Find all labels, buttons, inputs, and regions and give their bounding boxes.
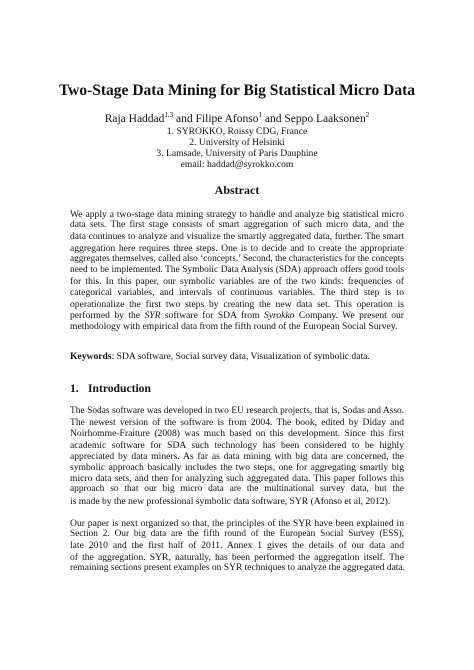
intro-line: Noirhomme-Fraiture (2008) was much based on this development. Since this first (70, 428, 404, 440)
intro-paragraph (70, 406, 404, 507)
author-separator: and (261, 113, 285, 125)
abstract-heading: Abstract (214, 183, 260, 197)
author-separator: and (173, 113, 196, 125)
author-name: Raja Haddad (104, 113, 165, 125)
abstract-paragraph (70, 209, 404, 332)
author-name: Filipe Afonso (195, 113, 259, 125)
author-name: Seppo Laaksonen (284, 113, 366, 125)
abstract-line: We apply a two-stage data mining strategy to handle and analyze big statistical micro (70, 209, 404, 220)
section-heading (70, 382, 404, 395)
abstract-line: methodology with empirical data from the fifth round of the European Social Survey. (70, 320, 398, 332)
paper-title: Two-Stage Data Mining for Big Statistical Micro Data (58, 82, 416, 99)
abstract-line: data continues to analyze and visualize the smartly aggregated data, further. The smart (70, 231, 404, 243)
author-affiliation-marker: 1,3 (164, 111, 174, 119)
intro-line: of the aggregation. SYR, naturally, has been performed the aggregation itself. The (70, 551, 404, 563)
intro-line: micro data sets, and then for analyzing such aggregated data. This paper follows this (70, 473, 404, 485)
abstract-line: need to be implemented. The Symbolic Data Analysis (SDA) approach offers good tools (70, 264, 404, 275)
affiliation: 3. Lamsade, University of Paris Dauphine (156, 148, 318, 159)
abstract-line: aggregates themselves, called also ‘concepts.’ Second, the characteristics for the concepts (70, 253, 404, 264)
keywords-text: : SDA software, Social survey data, Visualization of symbolic data. (111, 351, 370, 362)
intro-line: The newest version of the software is from 2004. The book, edited by Diday and (70, 417, 404, 429)
intro-line: approach so that our big micro data are the multinational survey data, but the (70, 484, 404, 495)
intro-line: academic software for SDA such technology has been considered to be highly (70, 439, 404, 451)
author-line (0, 113, 474, 126)
abstract-line: performed by the SYR software for SDA from Syrokko Company. We present our (70, 309, 404, 321)
intro-line: remaining sections present examples on SYR techniques to analyze the aggregated data. (70, 562, 406, 573)
affiliation: 2. University of Helsinki (189, 137, 285, 148)
intro-line: Our paper is next organized so that, the principles of the SYR have been explained in (70, 518, 404, 529)
intro-paragraph (70, 518, 404, 574)
author-affiliation-marker: 2 (365, 111, 370, 119)
abstract-line: categorical variables, and intervals of continuous variables. The third step is to (70, 287, 404, 299)
abstract-line: for this. In this paper, our symbolic variables are of the two kinds: frequencies of (70, 276, 404, 288)
author-affiliation-marker: 1 (258, 111, 262, 119)
section-number: 1. (70, 382, 79, 395)
affiliation: 1. SYROKKO, Roissy CDG, France (166, 126, 308, 137)
keywords (70, 351, 404, 362)
intro-line: is made by the new professional symbolic data software, SYR (Afonso et al, 2012). (70, 495, 391, 507)
section-title: Introduction (88, 382, 151, 395)
intro-line: The Sodas software was developed in two EU research projects, that is, Sodas and Asso. (70, 406, 404, 416)
intro-line: symbolic approach basically includes the two steps, one for aggregating smartly big (70, 461, 404, 473)
author-email: email: haddad@syrokko.com (180, 159, 294, 170)
keywords-label: Keywords (70, 351, 112, 362)
abstract-line: operationalize the first two steps by creating the new data set. This operation is (70, 298, 404, 310)
abstract-line: aggregation here requires three steps. One is to decide and to create the appropriate (70, 242, 404, 254)
intro-line: appreciated by data miners. As far as data mining with big data are concerned, the (70, 450, 404, 462)
intro-line: late 2010 and the first half of 2011. Annex 1 gives the details of our data and (70, 540, 404, 552)
abstract-line: data sets. The first stage consists of smart aggregation of such micro data, and the (70, 220, 404, 231)
intro-line: Section 2. Our big data are the fifth round of the European Social Survey (ESS), (70, 529, 404, 540)
